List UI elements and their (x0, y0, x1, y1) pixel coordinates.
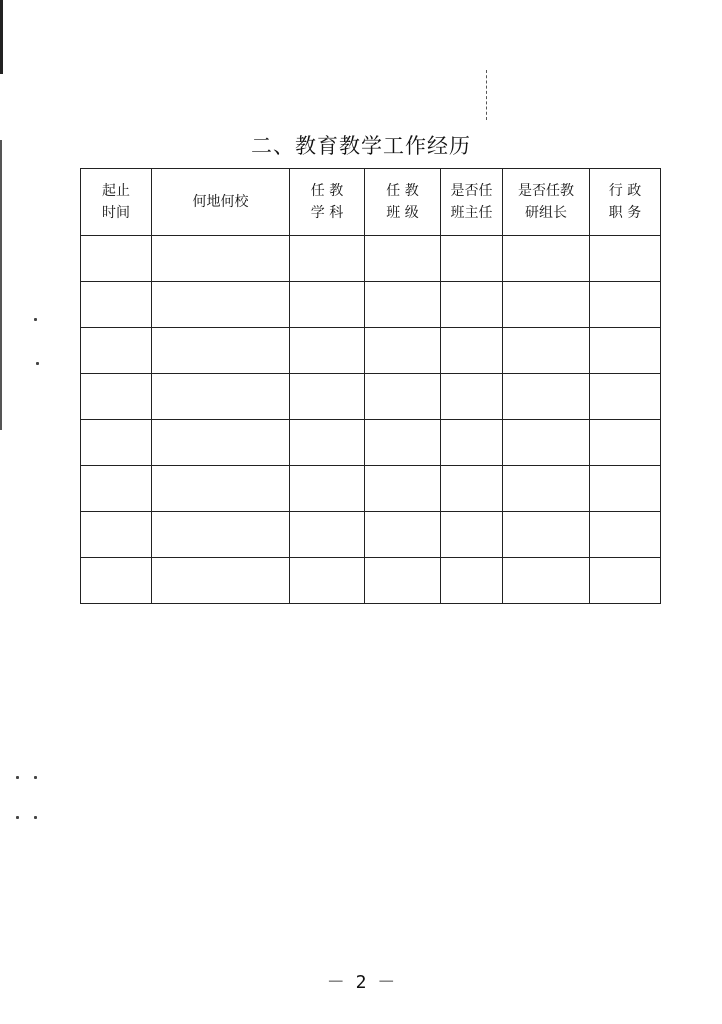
table-cell (503, 328, 590, 374)
table-cell (590, 236, 661, 282)
header-head-teacher: 是否任 班主任 (441, 169, 503, 236)
scan-speck (34, 776, 37, 779)
table-cell (365, 328, 441, 374)
table-body (81, 236, 661, 604)
table-cell (152, 282, 290, 328)
table-cell (365, 236, 441, 282)
table-cell (503, 512, 590, 558)
table-row (81, 466, 661, 512)
table-cell (441, 282, 503, 328)
table-cell (290, 374, 365, 420)
table-cell (81, 282, 152, 328)
table-cell (365, 512, 441, 558)
table-cell (152, 512, 290, 558)
table-cell (441, 374, 503, 420)
header-school: 何地何校 (152, 169, 290, 236)
table-cell (503, 420, 590, 466)
table-cell (152, 374, 290, 420)
table-cell (290, 558, 365, 604)
table-cell (81, 328, 152, 374)
header-admin-position: 行 政 职 务 (590, 169, 661, 236)
table-cell (590, 374, 661, 420)
table-cell (365, 466, 441, 512)
page-title: 二、教育教学工作经历 (251, 134, 471, 158)
table-cell (152, 558, 290, 604)
table-cell (81, 420, 152, 466)
table-cell (290, 420, 365, 466)
table-cell (590, 512, 661, 558)
table-cell (81, 512, 152, 558)
table-cell (365, 282, 441, 328)
table-cell (590, 466, 661, 512)
work-history-table (80, 168, 661, 604)
scan-speck (34, 318, 37, 321)
table-row (81, 282, 661, 328)
scan-speck (36, 362, 39, 365)
table-cell (290, 282, 365, 328)
table-cell (503, 282, 590, 328)
scan-speck (16, 776, 19, 779)
table-cell (81, 558, 152, 604)
table-cell (81, 466, 152, 512)
table-row (81, 328, 661, 374)
scan-edge-mark (0, 0, 3, 74)
table-cell (441, 558, 503, 604)
table-header-row (81, 169, 661, 236)
table-cell (290, 236, 365, 282)
table-cell (590, 558, 661, 604)
table-row (81, 236, 661, 282)
table-cell (441, 236, 503, 282)
table-cell (152, 466, 290, 512)
table-row (81, 558, 661, 604)
table-cell (441, 328, 503, 374)
table-cell (290, 512, 365, 558)
table-cell (441, 420, 503, 466)
header-subject: 任 教 学 科 (290, 169, 365, 236)
table-cell (152, 236, 290, 282)
scan-edge-mark (0, 140, 2, 430)
table-cell (365, 558, 441, 604)
header-research-leader: 是否任教 研组长 (503, 169, 590, 236)
table-cell (365, 420, 441, 466)
table-cell (503, 466, 590, 512)
table-cell (503, 236, 590, 282)
table-cell (152, 420, 290, 466)
table-cell (441, 466, 503, 512)
table-cell (590, 328, 661, 374)
page-number: － 2 － (326, 972, 396, 993)
table-cell (152, 328, 290, 374)
table-cell (503, 374, 590, 420)
header-period: 起止 时间 (81, 169, 152, 236)
table-cell (590, 420, 661, 466)
table-cell (290, 466, 365, 512)
table-cell (81, 374, 152, 420)
table-cell (81, 236, 152, 282)
table-cell (290, 328, 365, 374)
table-row (81, 420, 661, 466)
table-row (81, 374, 661, 420)
table-cell (590, 282, 661, 328)
scan-dash-line (486, 70, 487, 120)
table-cell (365, 374, 441, 420)
table-cell (503, 558, 590, 604)
scan-speck (16, 816, 19, 819)
table-cell (441, 512, 503, 558)
table-row (81, 512, 661, 558)
scan-speck (34, 816, 37, 819)
header-class: 任 教 班 级 (365, 169, 441, 236)
